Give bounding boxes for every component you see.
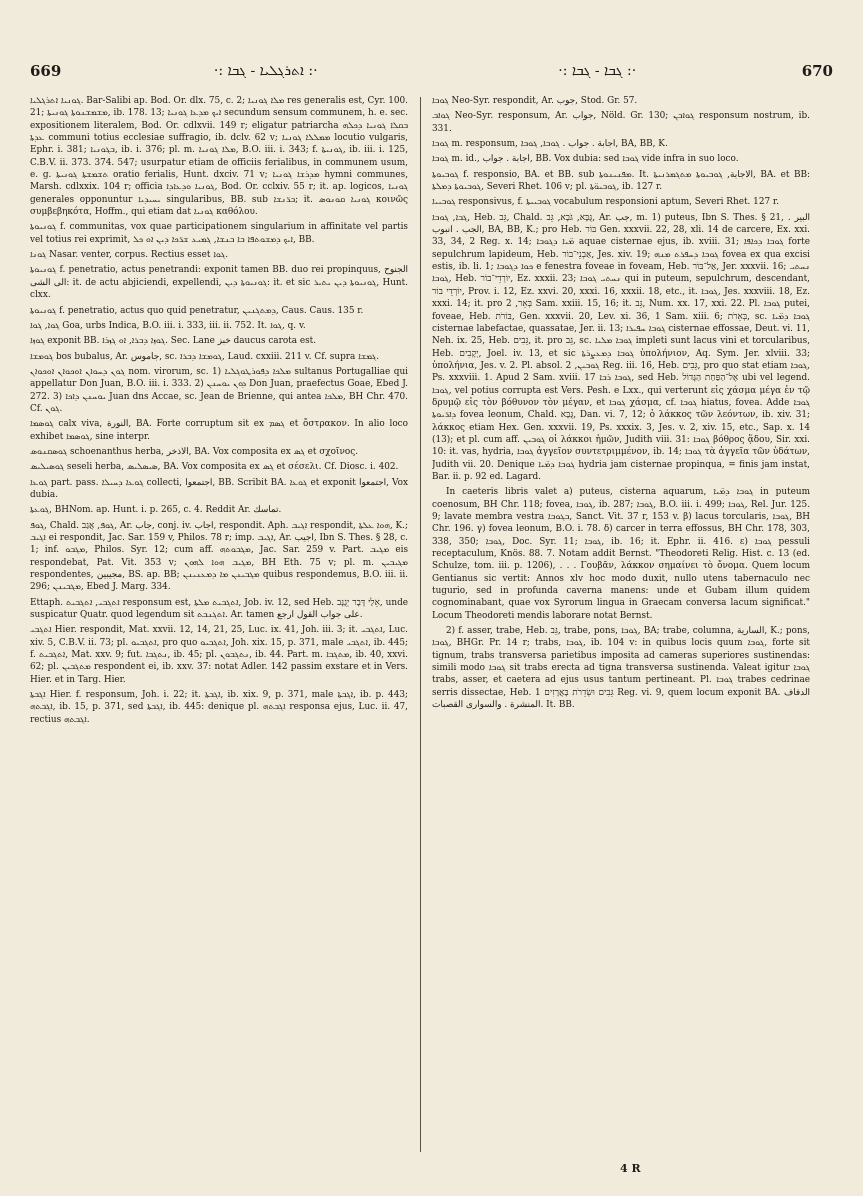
page-number-right: 670 xyxy=(801,62,833,80)
dictionary-entry: ܓܘܢܝܘܬܐ f. penetratio, actus quo quid penetratur, ܕܡܬܓܢܝܢ, Caus. Caus. 135 r. xyxy=(30,305,364,316)
right-column xyxy=(432,95,810,1154)
dictionary-entry: ܓܘܢ ܕܚܘܐܢ ܐܘܟܘܐܢ ܐܘܟܘܐܢ nom. virorum, sc. 1) ܡܠܟܐ ܕܦܘܪܛܘܓܠܝܐ sultanus Portugalliae qui appellatur Don Juan, B.O. iii. i. 333. 2) ܕܘܢ ܝܘܚܢܢ Don Juan, praefectus Goae, Ebed J. 272. 3) ܝܘܚܢܢ ܕܐܟܐ Juan dns Accae, sc. Jean de Brienne, qui antea ܡܠܟܐ, BH Chr. 470. Cf. ܓܘܢ. xyxy=(30,366,408,414)
running-title-right: ·: ܓܒܐ - ܓܒܐ :· xyxy=(558,63,637,79)
column-divider xyxy=(420,97,421,1152)
running-title-left: ·: ܐܬܪܓܠܝܐ - ܓܒܐ :· xyxy=(213,63,318,79)
dictionary-entry: In caeteris libris valet a) puteus, cisterna aquarum, ܓܘܒܐ ܕܡ̈ܝܐ in puteum coenosum, BH Chr. 118; fovea, ܓܘܒܐ, ib. 287; ܓܘܒܐ, B.O. iii. i. 499; ܓܘܒܐ, Rel. Jur. 125. 9; lavate membra vestra ܒܓܘܒܐ, Sanct. Vit. 37 r, 153 v. β) lacus torcularis, ܓܘܒܐ, BH Chr. 196. γ) fovea leonum, B.O. i. 78. δ) carcer in terra effossus, BH Chr. 178, 303, 338, 350; ܓܘܒܐ, Doc. Syr. 11; ܓܘܒܐ, ib. 16; it. Ephr. ii. 416. ε) ܓܘܒܐ pessuli receptaculum, Knös. 88. 7. Notam addit Bernst. "Theodoreti Relig. Hist. c. 13 (ed. Schulze, tom. iii. p. 1206), . . . Γουβᾶν, λάκκον σημαίνει τὸ ὄνομα. Quem locum Gentianus sic vertit: Annos xlv hoc modo duxit, nullo utens tabernaculo nec tugurio, sed in profunda caverna manens: unde et Gubam illum quidem cognominabant, quae vox Syrorum lingua in Graecam conversa lacum significat." Locum Theodoreti mendis laborare notat Bernst. xyxy=(432,487,810,621)
dictionary-entry: ܓܘܢܝܐ ܐܬܪܓܠܝܐ. Bar-Salibi ap. Bod. Or. dlx. 75, c. 2; ܡܠܐ ܓܘܢܝܐ res generalis est, Cyr. 100. 21; ܡܫܡܫܢܘܬܐ ܓܘܢܝܬܐ, ib. 178. 13; ܐܝܟ ܡܕܥܐ ܓܘܢܝܐ secundum sensum communem, h. e. sec. expositionem literalem, Bod. Or. cdlxvii. 149 r; eligatur patriarcha ܒܩܠܐ ܓܘܢܝܐ ܕܟܠܗ ܥܕܬܐ communi totius ecclesiae suffragio, ib. dclv. 62 v; ܡܡܠܠܐ ܓܘܢܝܐ locutio vulgaris, Ephr. i. 381; ܒܓܘܢܝܐ, ib. i. 376; pl. m. ܡܠܐ ܓܘܢܝܐ, B.O. iii. i. 343; f. ܓܘܢܝܬܐ, ib. iii. i. 125, C.B.V. ii. 373. 374. 547; usurpatur etiam de officiis ferialibus, in communem usum, e. g. ܬܫܡܫܬܐ ܓܘܢܝܬܐ oratio ferialis, Hunt. dxciv. 71 v; ܡܕܪܫܐ ܓܘܢܝܐ hymni communes, Marsh. cdlxxix. 104 r; officia ܓܘܢܝܐ ܘܕܥܐܕܐ, Bod. Or. cclxiv. 55 r; it. ap. logicos, ܓܘܢܝܐ generales opponuntur ܝܚܝܕܝܐ singularibus, BB. sub ܒܪ̈ܢܫܐ; it. ܓܘܢܝܐ ܩܘܢܘܣ κοινῶς συμβεβηκότα, Hoffm., qui etiam dat ܓܘܢܝܐ καθόλου. xyxy=(30,96,408,218)
dictionary-entry: ܓܘܐ, ܓܘܐ Goa, urbs Indica, B.O. iii. i. 333, iii. ii. 752. It. ܓܘܐ, q. v. xyxy=(30,320,306,331)
dictionary-entry: ܓܘܦ, Chald. ܓܘܦ, אֲגַב, Ar. جاب, conj. iv. اجاب, respondit. Aph. ܐܓܝܒ respondit, ܗܘܐ ܥܠܬܐ, K.; ܐܓܝܒ ei respondit, Jac. Sar. 159 v, Philos. 78 r; imp. ܐܓܝܒ, Ar. اجيب, Ibn S. Thes. § 28, c. 1; inf. ܡܓܒܘ, Philos. Syr. 12; cum aff. ܡܓܒܘܬܗ, Jac. Sar. 259 v. Part. ܡܓܝܒ eis respondebat, Pat. Vit. 353 v; ܡܓܝܒ ܗܘܐ ܠܗܘܢ, BH Eth. 75 v; pl. m. ܡܓܝܒܝܢ respondentes, مجيبين, BS. ap. BB; ܡܓܒܝܢܢ ܡܐ ܕܡܥܢܝܢܢ quibus respondemus, B.O. iii. ii. 296; ܡܓܒܝܢܢ, Ebed J. Marg. 334. xyxy=(30,520,408,593)
dictionary-entry: ܐܬܓܒܝ Hier. respondit, Mat. xxvii. 12, 14, 21, 25, Luc. ix. 41, Joh. iii. 3; it. ܐܬܓܒܝ, Luc. xiv. 5, C.B.V. ii. 73; pl. ܐܬܓܒܝܘ, pro quo ܐܬܓܒܝܘ, Joh. xix. 15, p. 371, male ܐܬܓܒܝ, ib. 445; f. ܐܬܓܒܝܬ, Mat. xxv. 9; fut. ܢܬܓܒܐ, ib. 45; pl. ܢܬܓܒܘܢ, ib. 44. Part. m. ܡܬܓܒܐ, ib. 40, xxvi. 62; pl. ܡܬܓܒܝܢ respondent ei, ib. xxv. 37: notat Adler. 142 passim exstare et in Vers. Hier. et in Targ. Hier. xyxy=(30,625,408,685)
dictionary-entry: ܓܘܒܝܘܬܐ f. responsio, BA. et BB. sub ܡܦܢܝܢܘܬܐ. It. الاجابة, ܓܘܒܝܘܬܐ ܡܬܓܡܪܢܝܬܐ, BA. et BB: ܓܘܒܝܘܬܐ ܕܡܠܬܐ, Severi Rhet. 106 v; pl. ܓܘܒܝܘ̈ܬܐ, ib. 127 r. xyxy=(432,169,810,193)
dictionary-entry: ܓܘܣܡܐ calx viva, النورة, BA. Forte corruptum sit ex ܓܣܡ et ὄστρακον. In alio loco exhibet ܓܘܣܡܐ, sine interpr. xyxy=(30,419,408,442)
dictionary-entry: ܓܘܣܝܠܝܣ seseli herba, ܣܝܣܠܝܣ, BA. Vox composita ex ܓܣ et σέσελι. Cf. Diosc. i. 402. xyxy=(30,462,399,473)
dictionary-entry: ܓܘܥܬܐ, BHNom. ap. Hunt. i. p. 265, c. 4. Reddit Ar. تماسك. xyxy=(30,505,282,516)
dictionary-entry: ܓܘܒܐ Neo-Syr. respondit, Ar. جوب, Stod. Gr. 57. xyxy=(432,96,638,106)
dictionary-entry: ܓܘܙܐ exponit BB. ܓܘܙܐ ܕܒܪܐ, ܐܘ ܓܙܪܐ. Sec. Lane خبز daucus carota est. xyxy=(30,336,317,347)
page-header xyxy=(30,58,833,84)
dictionary-entry: ܓܘܢܝܘܬܐ f. penetratio, actus penetrandi: exponit tamen BB. duo rei propinquus, الجنوح الى الشى: it. de actu abjiciendi, expellendi, ܓܘܢܝܘܬܐ ܕܝܢ: it. et sic ܓܘܢܝܘܬܐ ܕܝܢ ܝܬܝܪ, Hunt. clxx. xyxy=(30,265,408,301)
dictionary-entry: ܓܘܣܩܢܘܣ schoenanthus herba, الاذخر, BA. Vox composita ex ܓܣ et σχοῖνος. xyxy=(30,446,359,457)
dictionary-entry: ܓܒܐ, ܓܘܒܐ, Heb. גֵּב, Chald. גֻּבָּא, גֹּבָא, גֵּב, Ar. جب, m. 1) puteus, Ibn S. Thes. § 21, البير . الجب . انبوب, BA, BB, K.; pro Heb. בּוֹר Gen. xxxvii. 22, 28, xli. 14 de carcere, Ex. xxi. 33, 34, 2 Reg. x. 14; ܡ̈ܝܐ ܕܓܘܒܐ aquae cisternae ejus, ib. xviii. 31; ܓܘܒܐ ܕܟܐܦܐ forte sepulchrum lapideum, Heb. אַבְנֵי־בוֹר, Jes. xiv. 19; ܓܘܒܐ ܕܚܦܪܬ ܡܢܗ fovea ex qua excisi estis, ib. li. 1; ܟܘܐ ܕܓܘܒܐ e fenestra foveae in foveam, Heb. אַל־בּוֹר, Jer. xxxvii. 16; ܢܚܬܝ ܓܘܒܐ, Heb. יוֹרְדֵי־בוֹר, Ez. xxxii. 23; ܢܚܬܝ ܓܘܒܐ qui in puteum, sepulchrum, descendant, יוֹרְדֵי בוֹר, Prov. i. 12, Ez. xxvi. 20, xxxi. 16, xxxii. 18, etc., it. ܓܘܒܐ, Jes. xxxviii. 18, Ez. xxxi. 14; it. pro בְּאֵר, 2 Sam. xxiii. 15, 16; it. גֵּב, Num. xx. 17, xxi. 22. Pl. ܓܘܒܐ putei, foveae, Heb. בּוֹרֹת, Gen. xxxvii. 20, Lev. xi. 36, 1 Sam. xiii. 6; בְּאֵרֹת, sc. ܓܘܒܐ ܕܡ̈ܝܐ cisternae labefactae, quassatae, Jer. ii. 13; ܓܘܒܐ ܚܦܝܪܐ cisternae effossae, Deut. vi. 11, Neh. ix. 25, Heb. גֵּבִים, it. pro גֵּב, sc. ܓܘܒܐ ܡܠܝܐ impleti sunt lacus vini et torcularibus, Heb. יְקָבִים, Joel. iv. 13, et sic ܓܘܒܐ ܕܡܥܨܪܬܐ ὑπολήνιον, Aq. Sym. Jer. xlviii. 33; ὑπολήνια, Jes. v. 2. Pl. absol. ܓܘܒܝܢ, 2 Reg. iii. 16, Heb. גֵּבִים, pro quo stat etiam ܓܘܒܐ, Ps. xxxviii. 1. Apud 2 Sam. xviii. 17 ܓܘܒܐ ܪܒܐ, sed Heb. אֶל־הַפַּחַת הַגָּדוֹל ubi vel legend. ܓܘܒܐ, vel potius corrupta est Vers. Pesh. e Lxx., qui verterunt εἰς χάσμα μέγα ἐν τῷ δρυμῷ εἰς τὸν βόθυνον τὸν μέγαν, et ܓܘܒܐ χάσμα, cf. ܓܘܒܐ hiatus, fovea. Adde ܓܘܒܐ ܕܐܪ̈ܝܘܬܐ fovea leonum, Chald. גֻּבָּא, Dan. vi. 7, 12; ὁ λάκκος τῶν λεόντων, ib. xiv. 31; λάκκος etiam Hex. Gen. xxxvii. 19, Ps. xxxix. 3, Jes. v. 2, xiv. 15, etc., Sap. x. 14 (13); et pl. cum aff. ܓܘܒܝܢ οἱ λάκκοι ἡμῶν, Judith viii. 31: ܓܘܒܐ βόθρος ᾅδου, Sir. xxi. 10: it. vas, hydria, ܓܘܒܐ ἀγγεῖον συντετριμμένον, ib. 14; ܓܘܒܐ τὰ ἀγγεῖα τῶν ὑδάτων, Judith vii. 20. Denique ܓܘܒܐ ܕܡ̈ܝܐ hydria jam cisternae propinqua, = finis jam instat, Bar. ii. p. 92 ed. Lagard. xyxy=(432,212,810,482)
dictionary-entry: ܓܘܒܐ m. responsum, اجابة . جواب . ܓܘܒܐ, ܓܘܒܐ, BA, BB, K. xyxy=(432,139,668,150)
dictionary-entry: ܓܘܥܐ part. pass. ܓܘܥܐ ܕܚܝܠܐ collecti, اجتمعوا, BB. Scribit BA. ܓܘܥܐ et exponit اجتمعوا, Vox dubia. xyxy=(30,477,408,500)
dictionary-entry: 2) f. asser, trabe, Heb. גֵּב, trabe, pons, ܓܘܒܐ, BA; trabe, columna, السارية, K.; pons, ܓܘܒܐ, BHGr. Pr. 14 r; trabs, ܓܘܒܐ, ib. 104 v: in quibus locis quum ܓܘܒܐ, forte sit tignum, trabs transversa parietibus imposita ad cameras superiores sustinendas: simili modo ܓܘܒܐ sit trabs erecta ad tigna transversa sustinenda. Valeat igitur ܓܘܒܐ trabs, asser, et caetera ad ejus usus tantum pertineant. Pl. ܓܘܒܐ trabes cedrinae serris dissectae, Heb. גֵּבִים וּשְׂדֵרֹת בָּאֲרָזִים 1 Reg. vi. 9, quem locum exponit BA. الدفاف المنشرة . والسوارى القصبات. It. BB. xyxy=(432,626,810,711)
dictionary-entry: ܐܓܒܬܐ Hier. f. responsum, Joh. i. 22; it. ܐܓܒܬܐ, ib. xix. 9, p. 371, male ܐܓܒܬܐ, ib. p. 443; ܐܓܒܬܗ, ib. 15, p. 371, sed ܐܓܒܬܐ, ib. 445: denique pl. ܐܓܒܬܗ responsa ejus, Luc. ii. 47, rectius ܐܓܒܬܗ. xyxy=(30,690,408,725)
signature-mark: 4 R xyxy=(620,1162,641,1175)
dictionary-entry: ܓܘܡܫܐ bos bubalus, Ar. جاموس, sc. ܓܘܡܫܐ ܕܒܪܐ, Laud. cxxiii. 211 v. Cf. supra ܓܡܫܐ. xyxy=(30,351,380,362)
left-column xyxy=(30,95,408,1154)
dictionary-entry: Ettaph. ܐܬܓܒܝ, ܐܬܓܒܝܬ responsum est, ܐܬܓܒܝܬ ܡܠܬܐ, Job. iv. 12, sed Heb. אֵלַי דָּבָר יְגֻנָּב, unde suspicatur Quatr. quod legendum sit ܐܬܓܢܒܬ. Ar. tamen على جواب القول ارجع. xyxy=(30,597,408,621)
page-number-left: 669 xyxy=(30,62,62,80)
dictionary-entry: ܓܘܒܝܝܐ responsivus, f. ܓܘܒܝܝܬܐ vocabulum responsioni aptum, Severi Rhet. 127 r. xyxy=(432,197,780,208)
dictionary-entry: ܓܘܐܒ Neo-Syr. responsum, Ar. جواب, Nöld. Gr. 130; ܓܘܐܒܢ responsum nostrum, ib. 331. xyxy=(432,111,810,134)
dictionary-entry: ܓܘܢܐ Nasar. venter, corpus. Rectius esset ܓܘܐ. xyxy=(30,250,229,261)
dictionary-entry: ܓܘܢܝܘܬܐ f. communitas, vox quae participationem singularium in affinitate vel partis vel totius rei exprimit, ܐܝܟ ܕܡܫܘܬܦܐ ܒܐ ܒܢܫܐ, ܓܡܝܥ ܫܪ̈ܟܐ ܕܝܢ ܐܘ ܟܠ, BB. xyxy=(30,222,408,245)
dictionary-entry: ܓܘܒܐ m. id., اجابة . جواب, BB. Vox dubia: sed ܓܘܒܐ vide infra in suo loco. xyxy=(432,154,739,165)
